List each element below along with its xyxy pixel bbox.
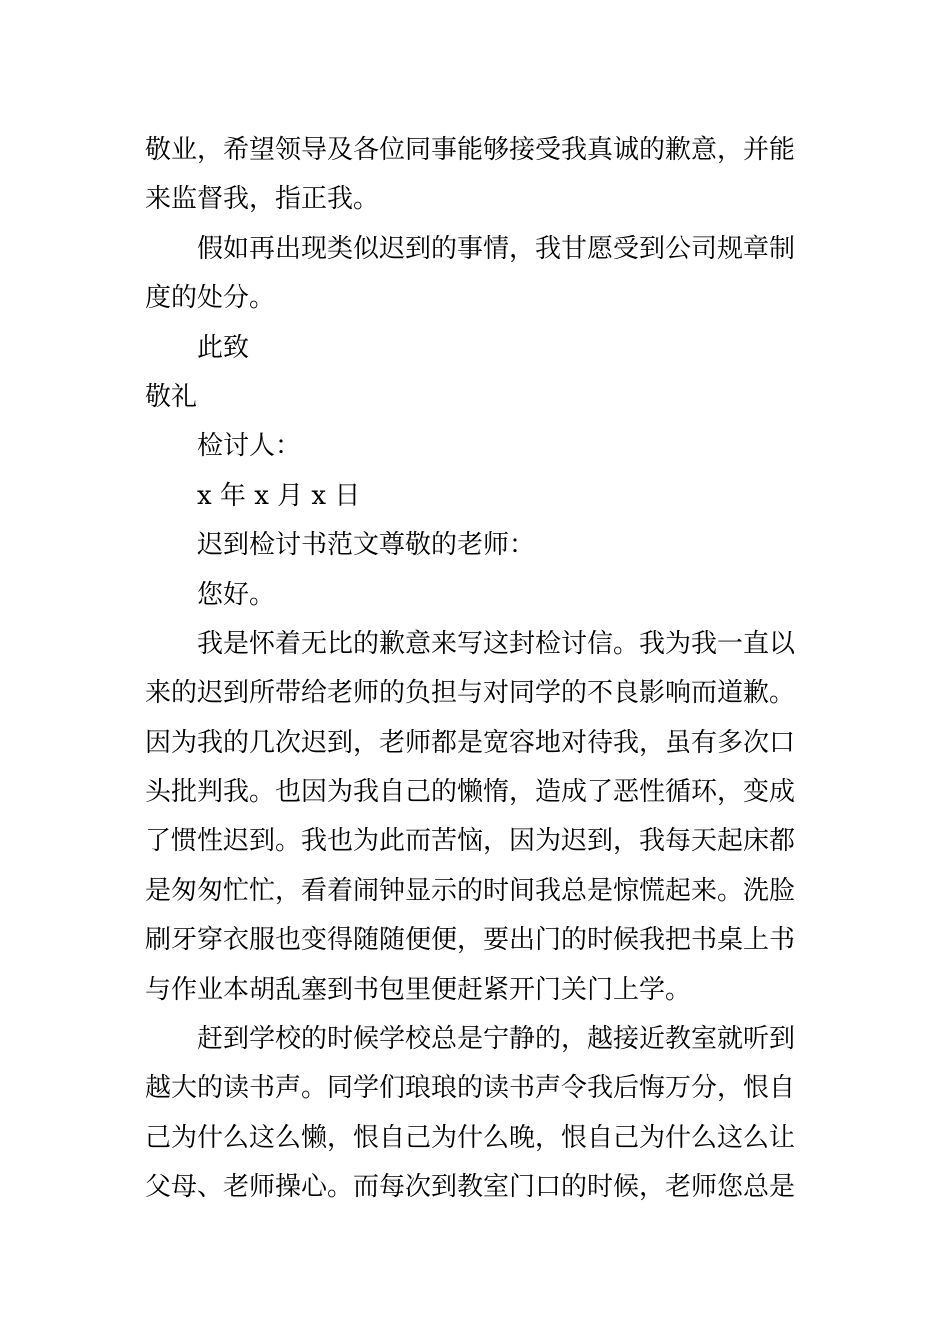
text-line: 父母、老师操心。而每次到教室门口的时候，老师您总是 xyxy=(145,1172,796,1203)
date-line: x 年 x 月 x 日 xyxy=(197,480,361,511)
paragraph-start-line: 赶到学校的时候学校总是宁静的，越接近教室就听到 xyxy=(197,1024,796,1055)
text-line: 己为什么这么懒，恨自己为什么晚，恨自己为什么这么让 xyxy=(145,1122,796,1153)
text-line: 度的处分。 xyxy=(145,283,276,314)
text-line: 越大的读书声。同学们琅琅的读书声令我后悔万分，恨自 xyxy=(145,1073,796,1104)
text-line: 与作业本胡乱塞到书包里便赶紧开门关门上学。 xyxy=(145,974,692,1005)
section-heading: 迟到检讨书范文尊敬的老师： xyxy=(197,530,536,561)
text-line: 因为我的几次迟到，老师都是宽容地对待我，虽有多次口 xyxy=(145,727,796,758)
closing-salutation: 此致 xyxy=(197,332,250,363)
text-line: 了惯性迟到。我也为此而苦恼，因为迟到，我每天起床都 xyxy=(145,826,796,857)
text-line: 头批判我。也因为我自己的懒惰，造成了恶性循环，变成 xyxy=(145,777,796,808)
document-body xyxy=(145,126,810,1213)
text-line: 敬业，希望领导及各位同事能够接受我真诚的歉意，并能 xyxy=(145,135,796,165)
text-line: 来的迟到所带给老师的负担与对同学的不良影响而道歉。 xyxy=(145,678,796,709)
greeting-line: 您好。 xyxy=(197,579,276,610)
closing-regards: 敬礼 xyxy=(145,381,198,412)
text-line: 来监督我，指正我。 xyxy=(145,184,380,215)
text-line: 刷牙穿衣服也变得随随便便，要出门的时候我把书桌上书 xyxy=(145,925,796,956)
paragraph-start-line: 假如再出现类似迟到的事情，我甘愿受到公司规章制 xyxy=(197,233,796,264)
paragraph-start-line: 我是怀着无比的歉意来写这封检讨信。我为我一直以 xyxy=(197,628,796,659)
text-line: 是匆匆忙忙，看着闹钟显示的时间我总是惊慌起来。洗脸 xyxy=(145,875,796,906)
signature-label: 检讨人： xyxy=(197,431,302,462)
